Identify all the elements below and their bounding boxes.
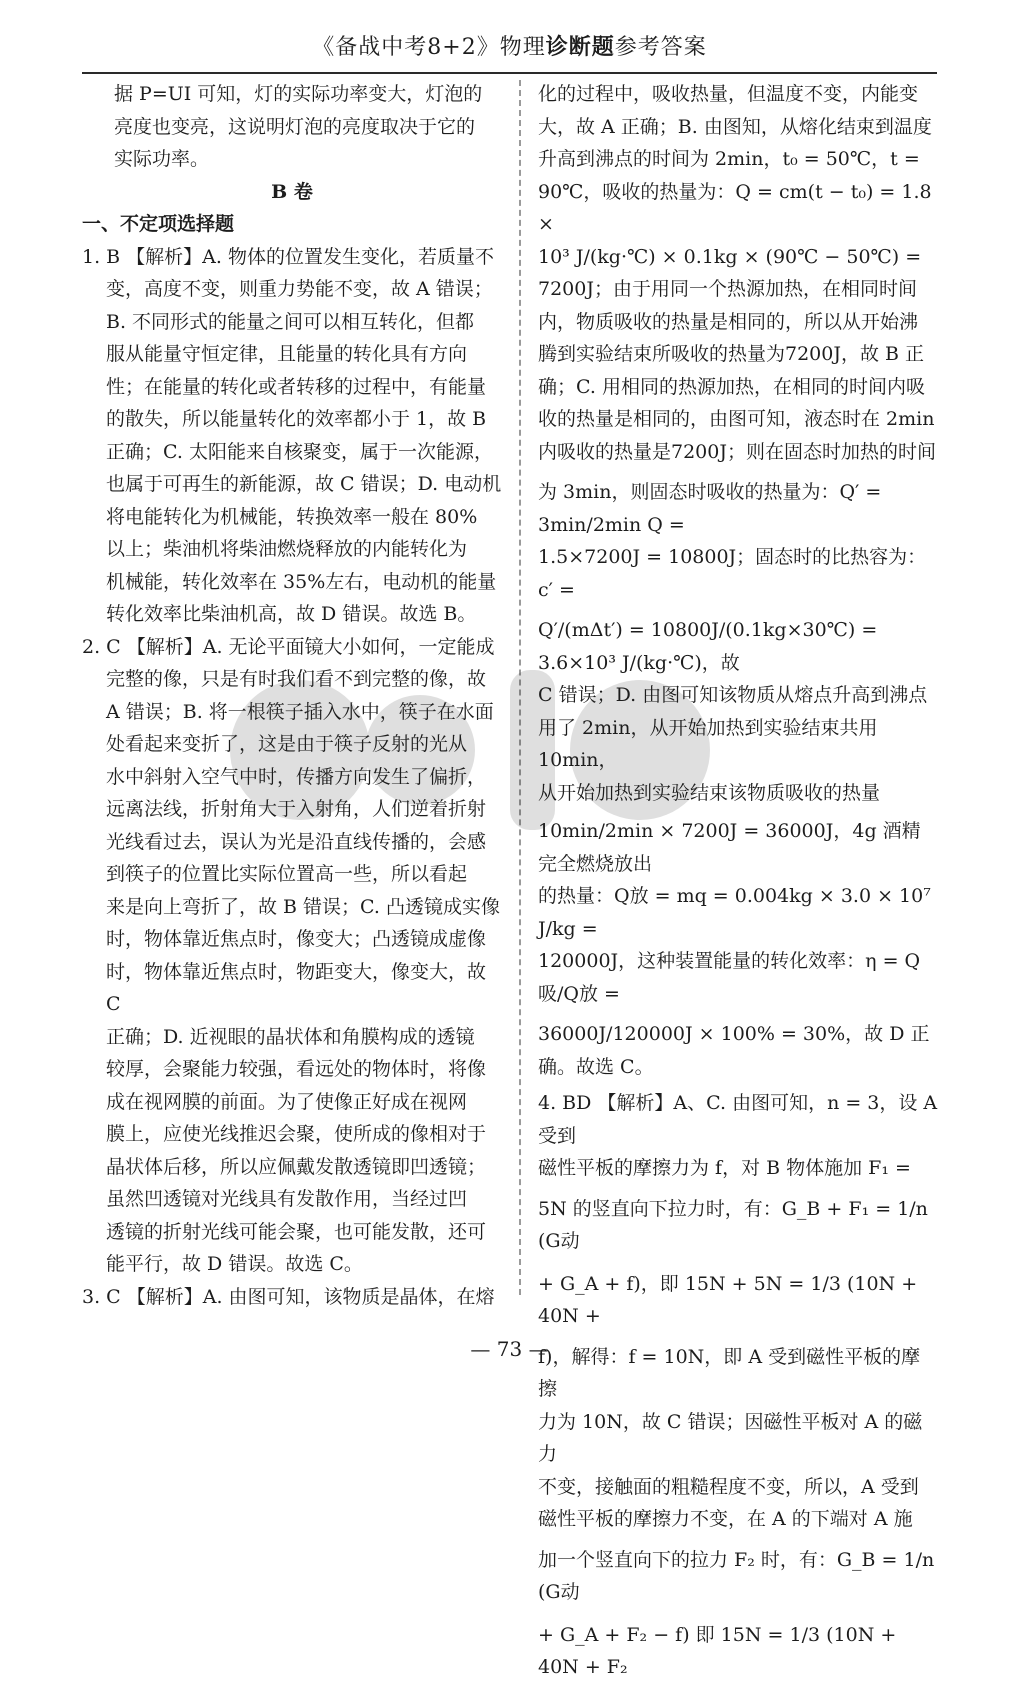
question-3-first-line: 3. C 【解析】A. 由图可知，该物质是晶体，在熔 — [82, 1285, 495, 1308]
question-line: 变，高度不变，则重力势能不变，故 A 错误； — [106, 278, 493, 300]
question-line: 服从能量守恒定律，且能量的转化具有方向 — [106, 343, 468, 365]
section-title: 一、不定项选择题 — [82, 213, 235, 235]
question-line: A 错误；B. 将一根筷子插入水中，筷子在水面 — [106, 700, 494, 723]
text-line: 的热量：Q放 = mq = 0.004kg × 3.0 × 10⁷ J/kg = — [538, 885, 931, 940]
text-line: 5N 的竖直向下拉力时，有：G_B + F₁ = 1/n (G动 — [538, 1197, 928, 1252]
question-line: 处看起来变折了，这是由于筷子反射的光从 — [106, 733, 468, 755]
page-header — [82, 22, 937, 72]
question-line: 正确；C. 太阳能来自核聚变，属于一次能源， — [106, 440, 493, 463]
question-line: 1. B 【解析】A. 物体的位置发生变化，若质量不 — [82, 245, 494, 268]
text-line: 10³ J/(kg·℃) × 0.1kg × (90℃ − 50℃) = — [538, 245, 922, 268]
question-line: 完整的像，只是有时我们看不到完整的像，故 — [106, 668, 487, 690]
text-line: 实际功率。 — [114, 148, 210, 170]
text-line: 收的热量是相同的，由图可知，液态时在 2min — [538, 408, 935, 430]
question-line: 时，物体靠近焦点时，像变大；凸透镜成虚像 — [106, 928, 487, 950]
text-line: 10min/2min × 7200J = 36000J，4g 酒精完全燃烧放出 — [538, 820, 921, 875]
text-line: 从开始加热到实验结束该物质吸收的热量 — [538, 781, 881, 804]
question-line: 晶状体后移，所以应佩戴发散透镜即凹透镜； — [106, 1155, 487, 1178]
text-line: 用了 2min，从开始加热到实验结束共用 10min， — [538, 716, 878, 771]
question-line: 膜上，应使光线推迟会聚，使所成的像相对于 — [106, 1123, 487, 1145]
question-line: 远离法线，折射角大于入射角，人们逆着折射 — [106, 798, 487, 820]
header-rule — [82, 72, 937, 74]
header-suffix: 参考答案 — [614, 35, 707, 60]
text-line: 磁性平板的摩擦力不变，在 A 的下端对 A 施 — [538, 1508, 913, 1530]
text-line: 1.5×7200J = 10800J；固态时的比热容为：c′ = — [538, 546, 927, 601]
text-line: f)，解得：f = 10N，即 A 受到磁性平板的摩擦 — [538, 1345, 921, 1400]
question-line: 2. C 【解析】A. 无论平面镜大小如何，一定能成 — [82, 635, 495, 658]
text-line: 不变，接触面的粗糙程度不变，所以，A 受到 — [538, 1475, 919, 1498]
question-2 — [82, 631, 502, 1281]
text-line: 加一个竖直向下的拉力 F₂ 时，有：G_B = 1/n (G动 — [538, 1548, 935, 1603]
text-line: 确；C. 用相同的热源加热，在相同的时间内吸 — [538, 375, 925, 398]
question-line: 透镜的折射光线可能会聚，也可能发散，还可 — [106, 1220, 487, 1243]
text-line: 磁性平板的摩擦力为 f，对 B 物体施加 F₁ = — [538, 1157, 911, 1179]
text-line: 化的过程中，吸收热量，但温度不变，内能变 — [538, 83, 919, 105]
question-line: 性；在能量的转化或者转移的过程中，有能量 — [106, 375, 487, 398]
question-line: 也属于可再生的新能源，故 C 错误；D. 电动机 — [106, 473, 502, 495]
question-line: 以上；柴油机将柴油燃烧释放的内能转化为 — [106, 538, 468, 560]
text-line: 大，故 A 正确；B. 由图知，从熔化结束到温度 — [538, 115, 932, 138]
text-line: 7200J；由于用同一个热源加热，在相同时间 — [538, 278, 917, 300]
right-column — [538, 78, 938, 1684]
left-column — [82, 78, 502, 1313]
text-line: 升高到沸点的时间为 2min，t₀ = 50℃，t = — [538, 148, 920, 170]
text-line: 力为 10N，故 C 错误；因磁性平板对 A 的磁力 — [538, 1410, 923, 1465]
question-line: 到筷子的位置比实际位置高一些，所以看起 — [106, 863, 468, 885]
text-line: Q′/(mΔt′) = 10800J/(0.1kg×30℃) = 3.6×10³ J/(kg·℃)，故 — [538, 619, 878, 674]
text-line: 内吸收的热量是7200J；则在固态时加热的时间 — [538, 440, 936, 463]
column-divider — [519, 80, 521, 1295]
question-line: 虽然凹透镜对光线具有发散作用，当经过凹 — [106, 1188, 468, 1210]
question-line: 成在视网膜的前面。为了使像正好成在视网 — [106, 1090, 468, 1113]
question-line: 正确；D. 近视眼的晶状体和角膜构成的透镜 — [106, 1025, 475, 1048]
text-line: C 错误；D. 由图可知该物质从熔点升高到沸点 — [538, 684, 928, 706]
question-line: 机械能，转化效率在 35%左右，电动机的能量 — [106, 570, 497, 593]
header-bold: 诊断题 — [545, 34, 615, 60]
question-1 — [82, 241, 502, 631]
question-line: 的散失，所以能量转化的效率都小于 1，故 B — [106, 408, 487, 430]
section-b-heading: B 卷 — [271, 180, 313, 203]
question-line: 水中斜射入空气中时，传播方向发生了偏折， — [106, 765, 487, 788]
text-line: 亮度也变亮，这说明灯泡的亮度取决于它的 — [114, 115, 476, 138]
text-line: 内，物质吸收的热量是相同的，所以从开始沸 — [538, 310, 919, 333]
text-line: 为 3min，则固态时吸收的热量为：Q′ = 3min/2min Q = — [538, 481, 882, 536]
text-line: 据 P=UI 可知，灯的实际功率变大，灯泡的 — [114, 83, 483, 105]
question-line: 较厚，会聚能力较强，看远处的物体时，将像 — [106, 1058, 487, 1080]
text-line: + G_A + F₂ − f) 即 15N = 1/3 (10N + 40N + F₂ — [538, 1623, 897, 1678]
text-line: 90℃，吸收的热量为：Q = cm(t − t₀) = 1.8 × — [538, 180, 932, 235]
text-line: 120000J，这种装置能量的转化效率：η = Q吸/Q放 = — [538, 950, 921, 1005]
question-4-first-line: 4. BD 【解析】A、C. 由图可知，n = 3，设 A 受到 — [538, 1092, 938, 1147]
page-number: — 73 — — [470, 1337, 549, 1361]
question-line: 时，物体靠近焦点时，物距变大，像变大，故 C — [106, 960, 487, 1015]
text-line: + G_A + f)，即 15N + 5N = 1/3 (10N + 40N + — [538, 1272, 918, 1327]
question-line: B. 不同形式的能量之间可以相互转化，但都 — [106, 310, 475, 333]
text-line: 36000J/120000J × 100% = 30%，故 D 正确。故选 C。 — [538, 1023, 930, 1078]
question-line: 来是向上弯折了，故 B 错误；C. 凸透镜成实像 — [106, 895, 500, 918]
text-line: 腾到实验结束所吸收的热量为7200J，故 B 正 — [538, 343, 925, 365]
continued-paragraph — [82, 78, 502, 176]
question-line: 光线看过去，误认为光是沿直线传播的，会感 — [106, 830, 487, 853]
question-line: 能平行，故 D 错误。故选 C。 — [106, 1253, 363, 1275]
question-line: 将电能转化为机械能，转换效率一般在 80% — [106, 505, 478, 528]
header-prefix: 《备战中考8+2》物理 — [312, 35, 546, 60]
question-line: 转化效率比柴油机高，故 D 错误。故选 B。 — [106, 603, 477, 625]
